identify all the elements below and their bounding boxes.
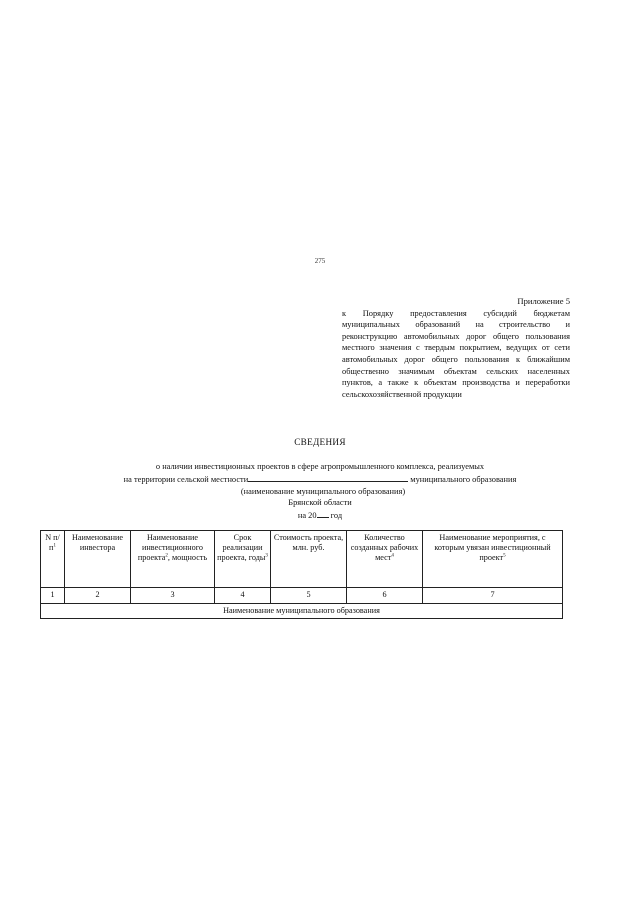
column-number-5: 5 [271, 588, 347, 604]
column-header-measure: Наименование мероприятия, с которым увязан инвестиционный проект$^5$ [423, 531, 563, 588]
subtitle-line-5 [0, 509, 640, 522]
appendix-body: к Порядку предоставления субсидий бюджетам муниципальных образований на строительство и реконструкцию автомобильных дорог общего пользования местного значения с твердым покрытием, ведущих от сети автомобильных дорог общего пользования к ближайшим общественно значимым объектам сельских населенных пунктов, а также к объектам производства и переработки сельскохозяйственной продукции [342, 308, 570, 399]
year-suffix: год [330, 511, 343, 521]
subtitle-line-4: Брянской области [288, 498, 352, 508]
subtitle-line-2-prefix: на территории сельской местности [123, 474, 249, 484]
document-title: СВЕДЕНИЯ [294, 437, 346, 447]
column-header-jobs: Количество созданных рабочих мест$^4$ [347, 531, 423, 588]
year-prefix: на 20 [297, 511, 317, 521]
subtitle-line-2-suffix: муниципального образования [410, 474, 517, 484]
municipality-group-row: Наименование муниципального образования [41, 604, 563, 619]
table-header-row [41, 531, 563, 588]
appendix-block [342, 296, 570, 400]
page-number: 275 [314, 257, 326, 265]
column-header-term: Срок реализации проекта, годы$^3$ [215, 531, 271, 588]
column-number-7: 7 [423, 588, 563, 604]
investment-projects-table [40, 530, 563, 619]
subtitle-line-2 [0, 473, 640, 486]
year-fill-line [317, 509, 329, 518]
column-number-4: 4 [215, 588, 271, 604]
column-header-investor: Наименование инвестора [65, 531, 131, 588]
column-number-1: 1 [41, 588, 65, 604]
table-row [41, 604, 563, 619]
column-number-3: 3 [131, 588, 215, 604]
column-header-number: N $п/п^1$ [41, 531, 65, 588]
document-subtitle [0, 461, 640, 522]
column-header-project-name: Наименование инвестиционного проекта$^2$, мощность [131, 531, 215, 588]
subtitle-line-1: о наличии инвестиционных проектов в сфере агропромышленного комплекса, реализуемых [155, 462, 485, 471]
column-number-2: 2 [65, 588, 131, 604]
municipality-fill-line [248, 473, 408, 482]
appendix-title: Приложение 5 [517, 296, 570, 306]
table-row [41, 588, 563, 604]
subtitle-line-3: (наименование муниципального образования) [240, 486, 406, 496]
column-header-cost: Стоимость проекта, млн. руб. [271, 531, 347, 588]
column-number-6: 6 [347, 588, 423, 604]
